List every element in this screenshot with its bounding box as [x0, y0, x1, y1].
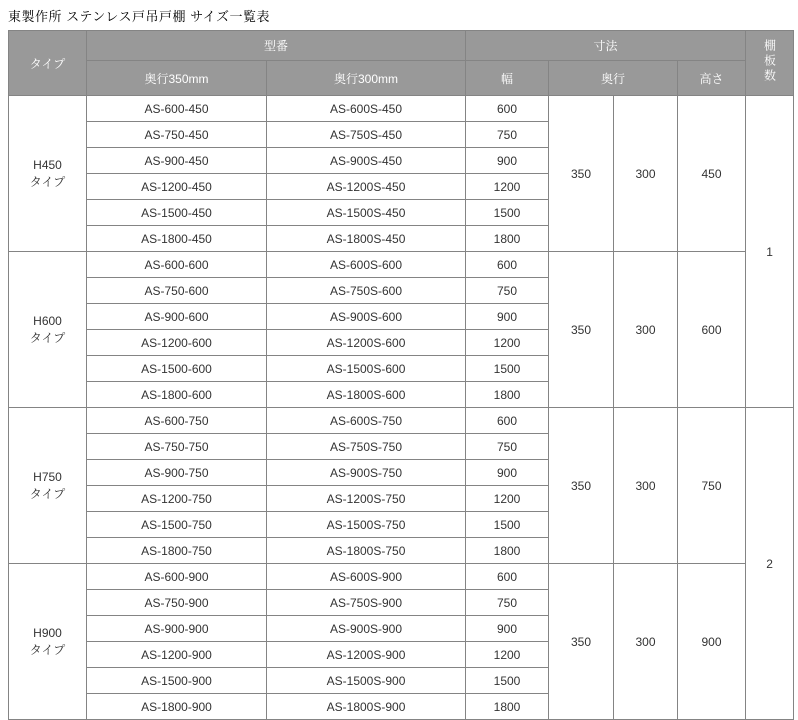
type-label: H900	[33, 625, 62, 640]
model-cell-300[interactable]: AS-600S-750	[267, 408, 466, 434]
model-cell-350[interactable]: AS-750-450	[87, 122, 267, 148]
header-model: 型番	[87, 31, 466, 61]
width-cell: 900	[466, 148, 549, 174]
depth350-cell: 350	[549, 96, 614, 252]
model-cell-350[interactable]: AS-1500-900	[87, 668, 267, 694]
width-cell: 1200	[466, 486, 549, 512]
model-cell-300[interactable]: AS-1800S-600	[267, 382, 466, 408]
model-cell-350[interactable]: AS-1200-450	[87, 174, 267, 200]
type-label-suffix: タイプ	[29, 174, 66, 189]
width-cell: 600	[466, 408, 549, 434]
model-cell-300[interactable]: AS-900S-750	[267, 460, 466, 486]
type-label-suffix: タイプ	[29, 330, 66, 345]
model-cell-350[interactable]: AS-1800-600	[87, 382, 267, 408]
model-cell-350[interactable]: AS-900-450	[87, 148, 267, 174]
size-table	[8, 30, 794, 720]
model-cell-300[interactable]: AS-1800S-450	[267, 226, 466, 252]
model-cell-300[interactable]: AS-750S-450	[267, 122, 466, 148]
type-label: H750	[33, 469, 62, 484]
depth350-cell: 350	[549, 564, 614, 720]
table-row	[9, 408, 794, 434]
width-cell: 900	[466, 304, 549, 330]
type-label-suffix: タイプ	[29, 642, 66, 657]
model-cell-300[interactable]: AS-750S-900	[267, 590, 466, 616]
table-row	[9, 564, 794, 590]
type-label: H450	[33, 157, 62, 172]
depth350-cell: 350	[549, 408, 614, 564]
header-model-depth350: 奥行350mm	[87, 61, 267, 96]
model-cell-350[interactable]: AS-600-750	[87, 408, 267, 434]
header-height: 高さ	[678, 61, 746, 96]
width-cell: 1200	[466, 174, 549, 200]
model-cell-350[interactable]: AS-1200-600	[87, 330, 267, 356]
type-cell-h750	[9, 408, 87, 564]
header-row-1	[9, 31, 794, 61]
model-cell-350[interactable]: AS-1200-750	[87, 486, 267, 512]
width-cell: 750	[466, 278, 549, 304]
model-cell-300[interactable]: AS-1500S-600	[267, 356, 466, 382]
width-cell: 600	[466, 252, 549, 278]
type-cell-h600	[9, 252, 87, 408]
depth350-cell: 350	[549, 252, 614, 408]
type-label-suffix: タイプ	[29, 486, 66, 501]
model-cell-300[interactable]: AS-1200S-600	[267, 330, 466, 356]
model-cell-300[interactable]: AS-900S-600	[267, 304, 466, 330]
type-label: H600	[33, 313, 62, 328]
model-cell-350[interactable]: AS-1800-750	[87, 538, 267, 564]
page-title: 東製作所 ステンレス戸吊戸棚 サイズ一覧表	[8, 9, 271, 24]
width-cell: 600	[466, 96, 549, 122]
header-shelf-count	[746, 31, 794, 96]
width-cell: 1500	[466, 200, 549, 226]
height-cell: 450	[678, 96, 746, 252]
model-cell-300[interactable]: AS-900S-900	[267, 616, 466, 642]
depth300-cell: 300	[614, 564, 678, 720]
model-cell-300[interactable]: AS-1200S-750	[267, 486, 466, 512]
shelf-count-cell: 1	[746, 96, 794, 408]
model-cell-350[interactable]: AS-750-600	[87, 278, 267, 304]
model-cell-350[interactable]: AS-600-450	[87, 96, 267, 122]
model-cell-350[interactable]: AS-750-900	[87, 590, 267, 616]
model-cell-300[interactable]: AS-600S-450	[267, 96, 466, 122]
model-cell-300[interactable]: AS-600S-600	[267, 252, 466, 278]
width-cell: 750	[466, 590, 549, 616]
model-cell-350[interactable]: AS-1800-450	[87, 226, 267, 252]
model-cell-300[interactable]: AS-750S-600	[267, 278, 466, 304]
model-cell-350[interactable]: AS-1500-600	[87, 356, 267, 382]
model-cell-300[interactable]: AS-1800S-900	[267, 694, 466, 720]
width-cell: 1200	[466, 642, 549, 668]
model-cell-350[interactable]: AS-600-900	[87, 564, 267, 590]
height-cell: 750	[678, 408, 746, 564]
height-cell: 900	[678, 564, 746, 720]
model-cell-350[interactable]: AS-750-750	[87, 434, 267, 460]
model-cell-300[interactable]: AS-1200S-450	[267, 174, 466, 200]
type-cell-h450	[9, 96, 87, 252]
width-cell: 1800	[466, 226, 549, 252]
type-cell-h900	[9, 564, 87, 720]
model-cell-350[interactable]: AS-1500-450	[87, 200, 267, 226]
header-depth: 奥行	[549, 61, 678, 96]
model-cell-300[interactable]: AS-900S-450	[267, 148, 466, 174]
header-row-2	[9, 61, 794, 96]
model-cell-300[interactable]: AS-1500S-450	[267, 200, 466, 226]
header-width: 幅	[466, 61, 549, 96]
width-cell: 900	[466, 616, 549, 642]
model-cell-350[interactable]: AS-900-600	[87, 304, 267, 330]
model-cell-350[interactable]: AS-1800-900	[87, 694, 267, 720]
width-cell: 1500	[466, 668, 549, 694]
header-model-depth300: 奥行300mm	[267, 61, 466, 96]
depth300-cell: 300	[614, 252, 678, 408]
model-cell-350[interactable]: AS-900-900	[87, 616, 267, 642]
table-row	[9, 96, 794, 122]
width-cell: 1500	[466, 356, 549, 382]
width-cell: 750	[466, 434, 549, 460]
model-cell-300[interactable]: AS-1500S-750	[267, 512, 466, 538]
model-cell-350[interactable]: AS-1200-900	[87, 642, 267, 668]
width-cell: 1800	[466, 538, 549, 564]
model-cell-300[interactable]: AS-750S-750	[267, 434, 466, 460]
width-cell: 750	[466, 122, 549, 148]
model-cell-300[interactable]: AS-1800S-750	[267, 538, 466, 564]
model-cell-350[interactable]: AS-600-600	[87, 252, 267, 278]
header-dimensions: 寸法	[466, 31, 746, 61]
model-cell-350[interactable]: AS-1500-750	[87, 512, 267, 538]
width-cell: 900	[466, 460, 549, 486]
width-cell: 1800	[466, 382, 549, 408]
height-cell: 600	[678, 252, 746, 408]
width-cell: 1800	[466, 694, 549, 720]
table-row	[9, 252, 794, 278]
header-type: タイプ	[9, 31, 87, 96]
depth300-cell: 300	[614, 96, 678, 252]
model-cell-300[interactable]: AS-600S-900	[267, 564, 466, 590]
model-cell-300[interactable]: AS-1200S-900	[267, 642, 466, 668]
width-cell: 600	[466, 564, 549, 590]
width-cell: 1200	[466, 330, 549, 356]
model-cell-350[interactable]: AS-900-750	[87, 460, 267, 486]
header-shelf-count-label: 棚板数	[762, 39, 777, 84]
width-cell: 1500	[466, 512, 549, 538]
model-cell-300[interactable]: AS-1500S-900	[267, 668, 466, 694]
shelf-count-cell: 2	[746, 408, 794, 720]
depth300-cell: 300	[614, 408, 678, 564]
